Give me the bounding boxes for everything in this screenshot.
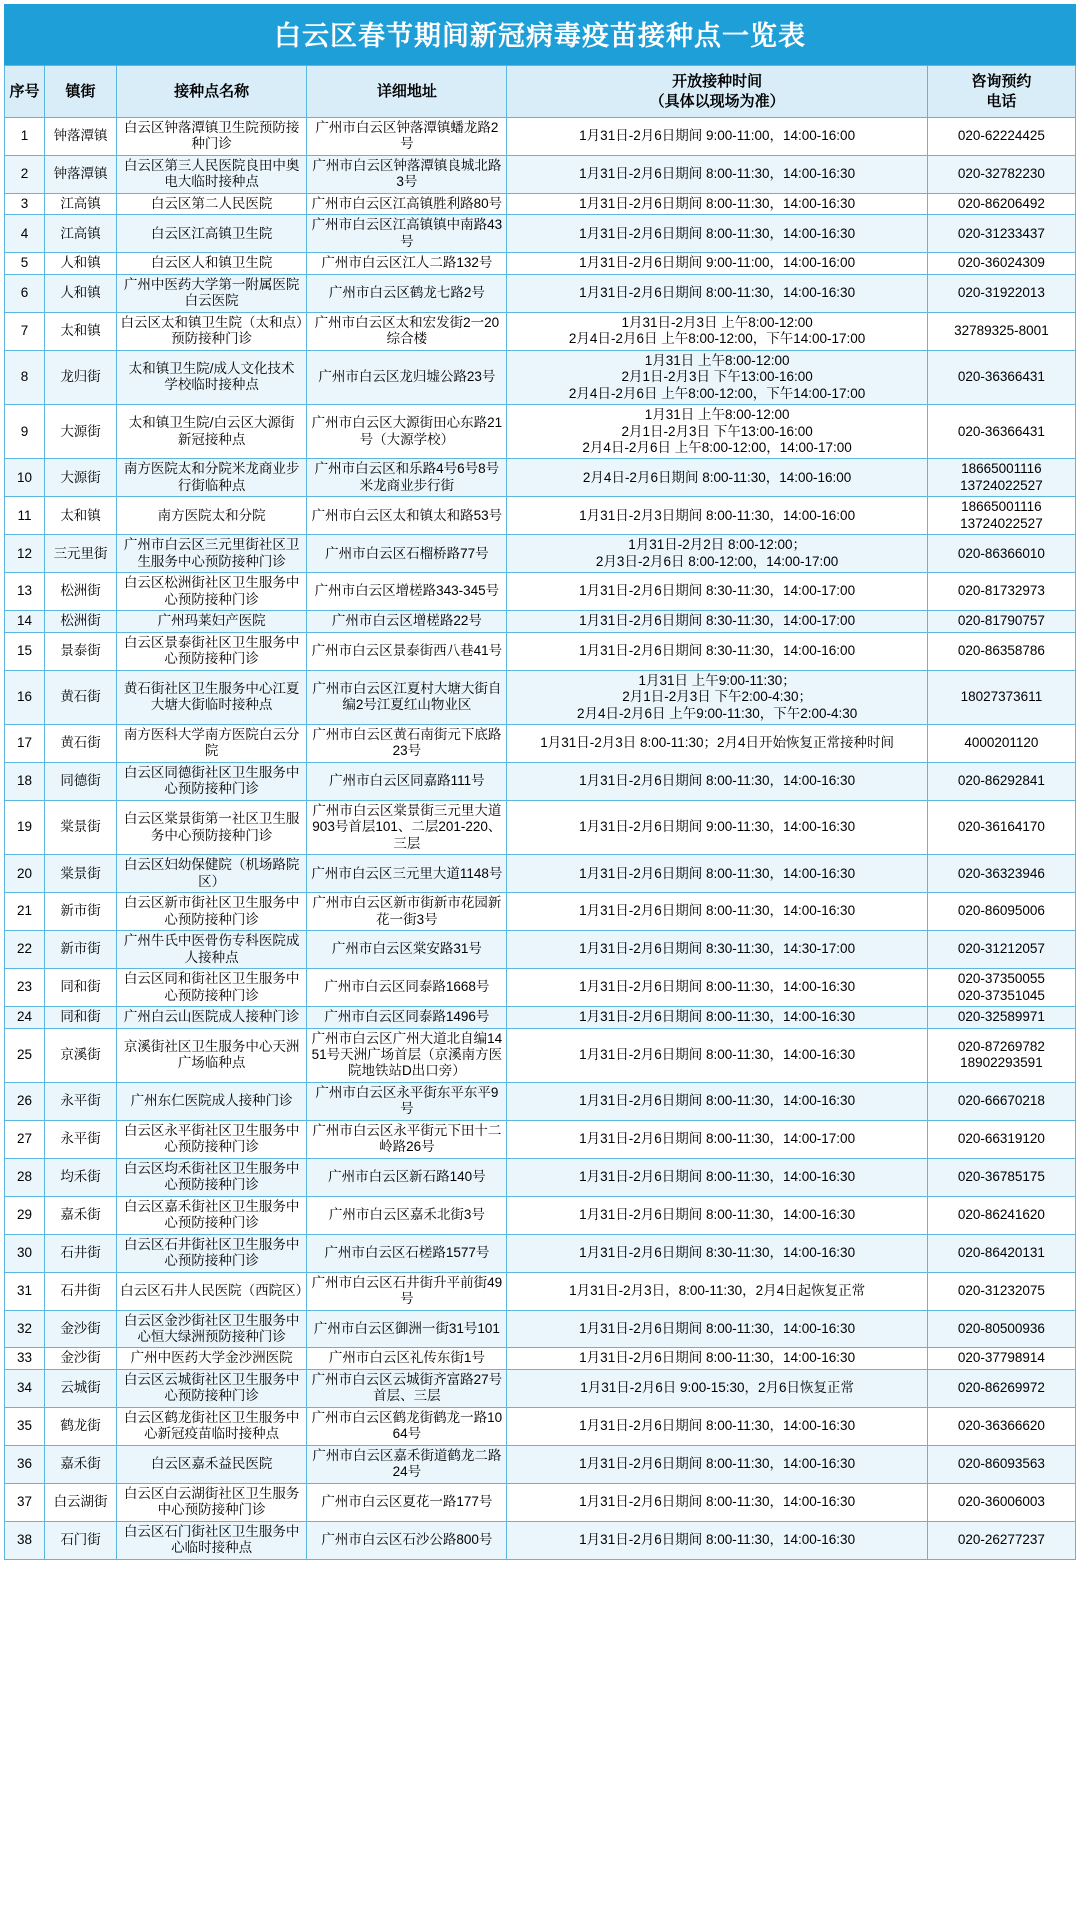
cell-town: 太和镇 <box>45 497 117 535</box>
cell-site-name: 白云区松洲街社区卫生服务中心预防接种门诊 <box>117 573 307 611</box>
table-row <box>5 1407 1076 1445</box>
cell-open-time: 1月31日-2月3日期间 8:00-11:30，14:00-16:00 <box>507 497 927 535</box>
table-row <box>5 118 1076 156</box>
cell-open-time: 1月31日-2月6日期间 9:00-11:00，14:00-16:00 <box>507 118 927 156</box>
cell-index: 30 <box>5 1234 45 1272</box>
cell-town: 金沙街 <box>45 1310 117 1348</box>
cell-telephone: 020-66319120 <box>927 1120 1075 1158</box>
cell-index: 26 <box>5 1082 45 1120</box>
table-row <box>5 762 1076 800</box>
cell-town: 三元里街 <box>45 535 117 573</box>
cell-address: 广州市白云区鹤龙七路2号 <box>307 274 507 312</box>
cell-town: 新市街 <box>45 893 117 931</box>
table-row <box>5 969 1076 1007</box>
table-row <box>5 1120 1076 1158</box>
cell-telephone: 020-86292841 <box>927 762 1075 800</box>
cell-address: 广州市白云区龙归墟公路23号 <box>307 350 507 404</box>
cell-site-name: 南方医院太和分院 <box>117 497 307 535</box>
cell-index: 15 <box>5 632 45 670</box>
cell-site-name: 白云区第三人民医院良田中奥电大临时接种点 <box>117 155 307 193</box>
cell-address: 广州市白云区钟落潭镇蟠龙路2号 <box>307 118 507 156</box>
column-header-telephone-line2: 电话 <box>986 92 1017 110</box>
table-row <box>5 155 1076 193</box>
cell-telephone: 020-36366431 <box>927 405 1075 459</box>
cell-index: 25 <box>5 1028 45 1082</box>
cell-town: 龙归街 <box>45 350 117 404</box>
cell-index: 35 <box>5 1407 45 1445</box>
cell-site-name: 白云区嘉禾益民医院 <box>117 1445 307 1483</box>
cell-telephone: 020-37798914 <box>927 1348 1075 1369</box>
cell-town: 嘉禾街 <box>45 1196 117 1234</box>
column-header-telephone-line1: 咨询预约 <box>971 73 1032 90</box>
cell-town: 均禾街 <box>45 1158 117 1196</box>
cell-telephone: 020-86358786 <box>927 632 1075 670</box>
cell-site-name: 白云区新市街社区卫生服务中心预防接种门诊 <box>117 893 307 931</box>
cell-address: 广州市白云区嘉禾北街3号 <box>307 1196 507 1234</box>
table-row <box>5 670 1076 724</box>
cell-address: 广州市白云区黄石南街元下底路23号 <box>307 725 507 763</box>
cell-index: 38 <box>5 1521 45 1559</box>
cell-site-name: 白云区永平街社区卫生服务中心预防接种门诊 <box>117 1120 307 1158</box>
cell-site-name: 南方医院太和分院米龙商业步行街临种点 <box>117 459 307 497</box>
cell-telephone: 020-37350055 020-37351045 <box>927 969 1075 1007</box>
cell-index: 21 <box>5 893 45 931</box>
cell-telephone: 020-31922013 <box>927 274 1075 312</box>
cell-open-time: 1月31日-2月6日期间 8:00-11:30，14:00-17:00 <box>507 1120 927 1158</box>
cell-open-time: 1月31日-2月6日期间 8:00-11:30，14:00-16:30 <box>507 855 927 893</box>
cell-open-time: 2月4日-2月6日期间 8:00-11:30，14:00-16:00 <box>507 459 927 497</box>
table-row <box>5 1007 1076 1028</box>
cell-site-name: 广州中医药大学第一附属医院 白云医院 <box>117 274 307 312</box>
cell-telephone: 020-81732973 <box>927 573 1075 611</box>
table-row <box>5 459 1076 497</box>
cell-site-name: 白云区石井人民医院（西院区） <box>117 1272 307 1310</box>
cell-site-name: 太和镇卫生院/白云区大源街 新冠接种点 <box>117 405 307 459</box>
table-header <box>5 66 1076 118</box>
cell-address: 广州市白云区石榴桥路77号 <box>307 535 507 573</box>
cell-address: 广州市白云区同泰路1668号 <box>307 969 507 1007</box>
table-row <box>5 573 1076 611</box>
cell-index: 1 <box>5 118 45 156</box>
cell-address: 广州市白云区永平街东平东平9号 <box>307 1082 507 1120</box>
cell-index: 20 <box>5 855 45 893</box>
cell-index: 6 <box>5 274 45 312</box>
cell-site-name: 白云区石井街社区卫生服务中心预防接种门诊 <box>117 1234 307 1272</box>
cell-town: 嘉禾街 <box>45 1445 117 1483</box>
cell-telephone: 020-86206492 <box>927 193 1075 214</box>
cell-site-name: 白云区白云湖街社区卫生服务中心预防接种门诊 <box>117 1483 307 1521</box>
cell-site-name: 白云区妇幼保健院（机场路院区） <box>117 855 307 893</box>
cell-index: 34 <box>5 1369 45 1407</box>
cell-open-time: 1月31日-2月6日期间 9:00-11:30，14:00-16:30 <box>507 800 927 854</box>
cell-address: 广州市白云区钟落潭镇良城北路3号 <box>307 155 507 193</box>
cell-address: 广州市白云区广州大道北自编1451号天洲广场首层（京溪南方医院地铁站D出口旁） <box>307 1028 507 1082</box>
cell-index: 7 <box>5 312 45 350</box>
cell-open-time: 1月31日 上午8:00-12:00 2月1日-2月3日 下午13:00-16:00 2月4日-2月6日 上午8:00-12:00，14:00-17:00 <box>507 405 927 459</box>
cell-site-name: 白云区江高镇卫生院 <box>117 215 307 253</box>
cell-site-name: 南方医科大学南方医院白云分院 <box>117 725 307 763</box>
cell-town: 棠景街 <box>45 800 117 854</box>
cell-open-time: 1月31日-2月6日期间 8:30-11:30，14:00-16:30 <box>507 1234 927 1272</box>
cell-town: 棠景街 <box>45 855 117 893</box>
cell-site-name: 广州东仁医院成人接种门诊 <box>117 1082 307 1120</box>
table-row <box>5 931 1076 969</box>
cell-address: 广州市白云区增槎路22号 <box>307 611 507 632</box>
cell-open-time: 1月31日-2月6日期间 8:00-11:30，14:00-16:30 <box>507 274 927 312</box>
table-row <box>5 1082 1076 1120</box>
cell-index: 9 <box>5 405 45 459</box>
cell-address: 广州市白云区江高镇胜利路80号 <box>307 193 507 214</box>
cell-site-name: 太和镇卫生院/成人文化技术 学校临时接种点 <box>117 350 307 404</box>
cell-open-time: 1月31日-2月6日期间 8:00-11:30，14:00-16:30 <box>507 1407 927 1445</box>
cell-address: 广州市白云区永平街元下田十二岭路26号 <box>307 1120 507 1158</box>
cell-open-time: 1月31日-2月6日期间 8:00-11:30，14:00-16:30 <box>507 1082 927 1120</box>
cell-town: 钟落潭镇 <box>45 118 117 156</box>
cell-telephone: 020-87269782 18902293591 <box>927 1028 1075 1082</box>
cell-site-name: 白云区钟落潭镇卫生院预防接种门诊 <box>117 118 307 156</box>
cell-telephone: 020-36024309 <box>927 253 1075 274</box>
cell-town: 永平街 <box>45 1120 117 1158</box>
cell-index: 36 <box>5 1445 45 1483</box>
table-row <box>5 1445 1076 1483</box>
cell-town: 江高镇 <box>45 193 117 214</box>
column-header-site-name: 接种点名称 <box>117 66 307 118</box>
cell-open-time: 1月31日-2月6日期间 8:00-11:30，14:00-16:30 <box>507 1158 927 1196</box>
cell-site-name: 广州中医药大学金沙洲医院 <box>117 1348 307 1369</box>
cell-town: 人和镇 <box>45 274 117 312</box>
cell-town: 同和街 <box>45 969 117 1007</box>
cell-open-time: 1月31日-2月6日期间 8:00-11:30，14:00-16:30 <box>507 155 927 193</box>
cell-town: 松洲街 <box>45 573 117 611</box>
cell-address: 广州市白云区大源街田心东路21号（大源学校） <box>307 405 507 459</box>
cell-address: 广州市白云区夏花一路177号 <box>307 1483 507 1521</box>
cell-town: 黄石街 <box>45 725 117 763</box>
table-row <box>5 193 1076 214</box>
cell-open-time: 1月31日-2月6日期间 9:00-11:00，14:00-16:00 <box>507 253 927 274</box>
cell-town: 黄石街 <box>45 670 117 724</box>
cell-index: 23 <box>5 969 45 1007</box>
column-header-index: 序号 <box>5 66 45 118</box>
column-header-telephone <box>927 66 1075 118</box>
cell-site-name: 白云区鹤龙街社区卫生服务中心新冠疫苗临时接种点 <box>117 1407 307 1445</box>
cell-town: 太和镇 <box>45 312 117 350</box>
cell-address: 广州市白云区新石路140号 <box>307 1158 507 1196</box>
cell-telephone: 020-86269972 <box>927 1369 1075 1407</box>
cell-town: 景泰街 <box>45 632 117 670</box>
cell-site-name: 白云区云城街社区卫生服务中心预防接种门诊 <box>117 1369 307 1407</box>
cell-town: 白云湖街 <box>45 1483 117 1521</box>
table-body <box>5 118 1076 1560</box>
cell-town: 石井街 <box>45 1234 117 1272</box>
cell-index: 22 <box>5 931 45 969</box>
cell-address: 广州市白云区新市街新市花园新花一街3号 <box>307 893 507 931</box>
cell-index: 28 <box>5 1158 45 1196</box>
table-row <box>5 312 1076 350</box>
cell-telephone: 020-86095006 <box>927 893 1075 931</box>
cell-open-time: 1月31日-2月6日期间 8:00-11:30，14:00-16:30 <box>507 969 927 1007</box>
cell-site-name: 广州市白云区三元里街社区卫生服务中心预防接种门诊 <box>117 535 307 573</box>
cell-site-name: 白云区均禾街社区卫生服务中心预防接种门诊 <box>117 1158 307 1196</box>
table-row <box>5 253 1076 274</box>
cell-town: 云城街 <box>45 1369 117 1407</box>
table-row <box>5 1158 1076 1196</box>
cell-open-time: 1月31日 上午8:00-12:00 2月1日-2月3日 下午13:00-16:00 2月4日-2月6日 上午8:00-12:00，下午14:00-17:00 <box>507 350 927 404</box>
cell-index: 17 <box>5 725 45 763</box>
cell-telephone: 020-36006003 <box>927 1483 1075 1521</box>
cell-telephone: 020-80500936 <box>927 1310 1075 1348</box>
cell-index: 8 <box>5 350 45 404</box>
cell-site-name: 白云区金沙街社区卫生服务中心恒大绿洲预防接种门诊 <box>117 1310 307 1348</box>
table-row <box>5 1310 1076 1348</box>
cell-town: 同德街 <box>45 762 117 800</box>
cell-index: 27 <box>5 1120 45 1158</box>
cell-open-time: 1月31日-2月6日期间 8:00-11:30，14:00-16:30 <box>507 215 927 253</box>
cell-index: 3 <box>5 193 45 214</box>
cell-telephone: 020-66670218 <box>927 1082 1075 1120</box>
cell-open-time: 1月31日-2月6日 9:00-15:30，2月6日恢复正常 <box>507 1369 927 1407</box>
cell-open-time: 1月31日-2月6日期间 8:00-11:30，14:00-16:30 <box>507 1521 927 1559</box>
column-header-open-time-line2: （具体以现场为准） <box>649 92 785 110</box>
table-row <box>5 632 1076 670</box>
cell-address: 广州市白云区三元里大道1148号 <box>307 855 507 893</box>
cell-address: 广州市白云区棠景街三元里大道903号首层101、二层201-220、三层 <box>307 800 507 854</box>
cell-index: 37 <box>5 1483 45 1521</box>
cell-address: 广州市白云区礼传东街1号 <box>307 1348 507 1369</box>
cell-town: 大源街 <box>45 459 117 497</box>
cell-address: 广州市白云区增槎路343-345号 <box>307 573 507 611</box>
cell-open-time: 1月31日-2月3日，8:00-11:30，2月4日起恢复正常 <box>507 1272 927 1310</box>
cell-telephone: 020-81790757 <box>927 611 1075 632</box>
cell-town: 人和镇 <box>45 253 117 274</box>
cell-town: 石门街 <box>45 1521 117 1559</box>
table-row <box>5 535 1076 573</box>
table-row <box>5 350 1076 404</box>
cell-index: 19 <box>5 800 45 854</box>
cell-telephone: 020-86241620 <box>927 1196 1075 1234</box>
cell-index: 29 <box>5 1196 45 1234</box>
cell-town: 松洲街 <box>45 611 117 632</box>
cell-telephone: 32789325-8001 <box>927 312 1075 350</box>
table-row <box>5 1483 1076 1521</box>
cell-telephone: 020-86366010 <box>927 535 1075 573</box>
cell-index: 13 <box>5 573 45 611</box>
cell-index: 32 <box>5 1310 45 1348</box>
cell-index: 31 <box>5 1272 45 1310</box>
cell-open-time: 1月31日-2月6日期间 8:30-11:30，14:00-17:00 <box>507 611 927 632</box>
table-row <box>5 611 1076 632</box>
table-row <box>5 274 1076 312</box>
cell-address: 广州市白云区同嘉路111号 <box>307 762 507 800</box>
table-row <box>5 1369 1076 1407</box>
cell-site-name: 白云区石门街社区卫生服务中心临时接种点 <box>117 1521 307 1559</box>
table-row <box>5 725 1076 763</box>
cell-open-time: 1月31日-2月6日期间 8:30-11:30，14:00-17:00 <box>507 573 927 611</box>
page-title: 白云区春节期间新冠病毒疫苗接种点一览表 <box>4 4 1076 65</box>
cell-open-time: 1月31日-2月6日期间 8:00-11:30，14:00-16:30 <box>507 893 927 931</box>
cell-town: 江高镇 <box>45 215 117 253</box>
table-row <box>5 497 1076 535</box>
cell-open-time: 1月31日-2月6日期间 8:00-11:30，14:00-16:30 <box>507 1028 927 1082</box>
cell-telephone: 4000201120 <box>927 725 1075 763</box>
cell-site-name: 白云区景泰街社区卫生服务中心预防接种门诊 <box>117 632 307 670</box>
cell-open-time: 1月31日-2月6日期间 8:30-11:30，14:00-16:00 <box>507 632 927 670</box>
cell-town: 鹤龙街 <box>45 1407 117 1445</box>
table-row <box>5 215 1076 253</box>
table-row <box>5 1521 1076 1559</box>
table-row <box>5 1272 1076 1310</box>
cell-site-name: 黄石街社区卫生服务中心江夏大塘大街临时接种点 <box>117 670 307 724</box>
table-row <box>5 1348 1076 1369</box>
cell-open-time: 1月31日-2月6日期间 8:30-11:30，14:30-17:00 <box>507 931 927 969</box>
cell-town: 钟落潭镇 <box>45 155 117 193</box>
cell-address: 广州市白云区嘉禾街道鹤龙二路24号 <box>307 1445 507 1483</box>
cell-telephone: 020-36164170 <box>927 800 1075 854</box>
column-header-open-time-line1: 开放接种时间 <box>672 73 763 90</box>
cell-site-name: 白云区同德街社区卫生服务中心预防接种门诊 <box>117 762 307 800</box>
cell-index: 18 <box>5 762 45 800</box>
cell-site-name: 白云区同和街社区卫生服务中心预防接种门诊 <box>117 969 307 1007</box>
cell-telephone: 18665001116 13724022527 <box>927 497 1075 535</box>
cell-site-name: 白云区棠景街第一社区卫生服务中心预防接种门诊 <box>117 800 307 854</box>
cell-town: 永平街 <box>45 1082 117 1120</box>
cell-site-name: 广州玛莱妇产医院 <box>117 611 307 632</box>
cell-site-name: 京溪街社区卫生服务中心天洲广场临种点 <box>117 1028 307 1082</box>
cell-open-time: 1月31日-2月6日期间 8:00-11:30，14:00-16:30 <box>507 193 927 214</box>
vaccination-sites-table <box>4 65 1076 1560</box>
cell-address: 广州市白云区石槎路1577号 <box>307 1234 507 1272</box>
cell-address: 广州市白云区鹤龙街鹤龙一路1064号 <box>307 1407 507 1445</box>
cell-telephone: 020-26277237 <box>927 1521 1075 1559</box>
cell-telephone: 020-31233437 <box>927 215 1075 253</box>
cell-open-time: 1月31日-2月6日期间 8:00-11:30，14:00-16:30 <box>507 1196 927 1234</box>
cell-telephone: 020-36366620 <box>927 1407 1075 1445</box>
cell-address: 广州市白云区云城街齐富路27号首层、三层 <box>307 1369 507 1407</box>
table-row <box>5 1196 1076 1234</box>
cell-address: 广州市白云区御洲一街31号101 <box>307 1310 507 1348</box>
cell-address: 广州市白云区棠安路31号 <box>307 931 507 969</box>
cell-open-time: 1月31日-2月6日期间 8:00-11:30，14:00-16:30 <box>507 1348 927 1369</box>
cell-index: 24 <box>5 1007 45 1028</box>
cell-town: 同和街 <box>45 1007 117 1028</box>
column-header-open-time <box>507 66 927 118</box>
cell-site-name: 广州白云山医院成人接种门诊 <box>117 1007 307 1028</box>
cell-address: 广州市白云区石沙公路800号 <box>307 1521 507 1559</box>
cell-open-time: 1月31日-2月3日 8:00-11:30；2月4日开始恢复正常接种时间 <box>507 725 927 763</box>
cell-index: 33 <box>5 1348 45 1369</box>
cell-telephone: 020-32782230 <box>927 155 1075 193</box>
cell-telephone: 18027373611 <box>927 670 1075 724</box>
cell-telephone: 020-31212057 <box>927 931 1075 969</box>
cell-site-name: 白云区嘉禾街社区卫生服务中心预防接种门诊 <box>117 1196 307 1234</box>
cell-site-name: 白云区太和镇卫生院（太和点）预防接种门诊 <box>117 312 307 350</box>
cell-address: 广州市白云区江高镇镇中南路43号 <box>307 215 507 253</box>
cell-index: 12 <box>5 535 45 573</box>
cell-address: 广州市白云区江夏村大塘大街自编2号江夏红山物业区 <box>307 670 507 724</box>
cell-address: 广州市白云区石井街升平前街49号 <box>307 1272 507 1310</box>
cell-address: 广州市白云区太和宏发街2一20综合楼 <box>307 312 507 350</box>
table-row <box>5 893 1076 931</box>
cell-open-time: 1月31日 上午9:00-11:30； 2月1日-2月3日 下午2:00-4:30； 2月4日-2月6日 上午9:00-11:30，下午2:00-4:30 <box>507 670 927 724</box>
cell-index: 14 <box>5 611 45 632</box>
cell-open-time: 1月31日-2月6日期间 8:00-11:30，14:00-16:30 <box>507 1007 927 1028</box>
table-row <box>5 405 1076 459</box>
cell-address: 广州市白云区景泰街西八巷41号 <box>307 632 507 670</box>
table-row <box>5 855 1076 893</box>
cell-address: 广州市白云区和乐路4号6号8号米龙商业步行街 <box>307 459 507 497</box>
cell-telephone: 020-86093563 <box>927 1445 1075 1483</box>
cell-index: 4 <box>5 215 45 253</box>
cell-address: 广州市白云区江人二路132号 <box>307 253 507 274</box>
table-row <box>5 800 1076 854</box>
header-row <box>5 66 1076 118</box>
cell-open-time: 1月31日-2月6日期间 8:00-11:30，14:00-16:30 <box>507 1445 927 1483</box>
cell-telephone: 020-32589971 <box>927 1007 1075 1028</box>
cell-site-name: 广州牛氏中医骨伤专科医院成人接种点 <box>117 931 307 969</box>
cell-index: 11 <box>5 497 45 535</box>
cell-telephone: 020-86420131 <box>927 1234 1075 1272</box>
cell-site-name: 白云区第二人民医院 <box>117 193 307 214</box>
cell-town: 石井街 <box>45 1272 117 1310</box>
cell-telephone: 020-31232075 <box>927 1272 1075 1310</box>
cell-town: 金沙街 <box>45 1348 117 1369</box>
cell-telephone: 020-62224425 <box>927 118 1075 156</box>
table-row <box>5 1028 1076 1082</box>
table-row <box>5 1234 1076 1272</box>
cell-address: 广州市白云区同泰路1496号 <box>307 1007 507 1028</box>
cell-open-time: 1月31日-2月6日期间 8:00-11:30，14:00-16:30 <box>507 1310 927 1348</box>
cell-telephone: 020-36323946 <box>927 855 1075 893</box>
cell-index: 10 <box>5 459 45 497</box>
column-header-town: 镇街 <box>45 66 117 118</box>
cell-open-time: 1月31日-2月6日期间 8:00-11:30，14:00-16:30 <box>507 762 927 800</box>
cell-town: 新市街 <box>45 931 117 969</box>
cell-telephone: 18665001116 13724022527 <box>927 459 1075 497</box>
cell-open-time: 1月31日-2月6日期间 8:00-11:30，14:00-16:30 <box>507 1483 927 1521</box>
cell-open-time: 1月31日-2月3日 上午8:00-12:00 2月4日-2月6日 上午8:00-12:00，下午14:00-17:00 <box>507 312 927 350</box>
cell-town: 京溪街 <box>45 1028 117 1082</box>
cell-site-name: 白云区人和镇卫生院 <box>117 253 307 274</box>
cell-index: 5 <box>5 253 45 274</box>
cell-open-time: 1月31日-2月2日 8:00-12:00； 2月3日-2月6日 8:00-12:00，14:00-17:00 <box>507 535 927 573</box>
column-header-address: 详细地址 <box>307 66 507 118</box>
cell-address: 广州市白云区太和镇太和路53号 <box>307 497 507 535</box>
cell-index: 16 <box>5 670 45 724</box>
cell-town: 大源街 <box>45 405 117 459</box>
cell-telephone: 020-36785175 <box>927 1158 1075 1196</box>
cell-index: 2 <box>5 155 45 193</box>
cell-telephone: 020-36366431 <box>927 350 1075 404</box>
